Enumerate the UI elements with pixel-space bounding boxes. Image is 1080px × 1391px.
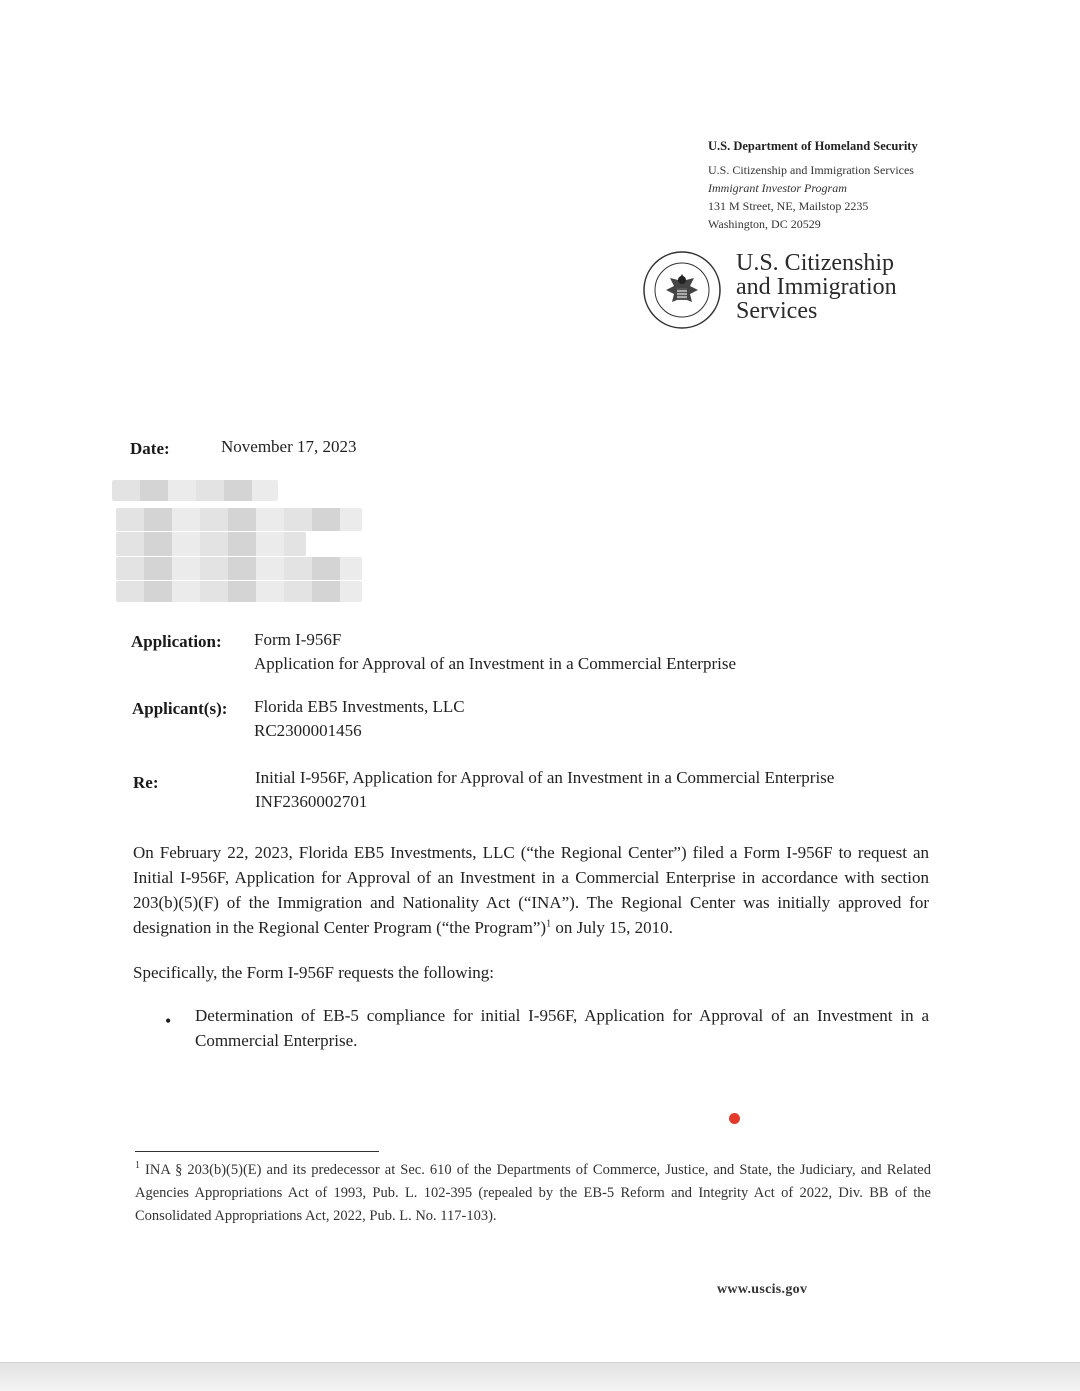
applicant-name: Florida EB5 Investments, LLC (254, 697, 465, 716)
footnote-text: INA § 203(b)(5)(E) and its predecessor at Sec. 610 of the Departments of Commerce, Justice, and State, the Judiciary, and Related Agencies Appropriations Act of 1993, Pub. L. 102-395 (repealed by the EB-5 Reform and Integrity Act of 2022, Div. BB of the Consolidated Appropriations Act, 2022, Pub. L. No. 117-103). (135, 1162, 931, 1224)
body-paragraph-2: Specifically, the Form I-956F requests the following: (133, 963, 495, 982)
redacted-recipient-line-4 (116, 557, 362, 580)
re-label: Re: (133, 773, 159, 792)
footnote-reference: 1 (546, 918, 552, 930)
redacted-recipient-line-5 (116, 581, 362, 602)
street-address: 131 M Street, NE, Mailstop 2235 (708, 199, 869, 213)
re-title: Initial I-956F, Application for Approval of an Investment in a Commercial Enterprise (255, 768, 835, 787)
uscis-wordmark (736, 251, 897, 323)
bullet-icon: • (165, 1011, 172, 1031)
redacted-recipient-line-3 (116, 532, 306, 556)
applicant-number: RC2300001456 (254, 721, 362, 740)
date-label: Date: (130, 439, 170, 458)
application-value (254, 628, 736, 676)
department-name: U.S. Department of Homeland Security (708, 139, 918, 153)
website-footer: www.uscis.gov (717, 1282, 808, 1297)
applicant-value (254, 695, 465, 743)
dhs-seal-icon (642, 250, 722, 330)
paragraph-1-end: on July 15, 2010. (551, 918, 673, 937)
agency-name: U.S. Citizenship and Immigration Services (708, 163, 914, 177)
wordmark-line-2: and Immigration (736, 274, 897, 300)
viewer-bottom-bar (0, 1362, 1080, 1391)
bullet-item-1: Determination of EB-5 compliance for initial I-956F, Application for Approval of an Investment in a Commercial Enterprise. (195, 1006, 929, 1050)
wordmark-line-3: Services (736, 298, 818, 324)
footnote (135, 1159, 931, 1228)
application-title: Application for Approval of an Investment in a Commercial Enterprise (254, 654, 737, 673)
body-paragraph-1 (133, 840, 929, 940)
red-marker-dot (729, 1113, 740, 1124)
date-value: November 17, 2023 (221, 437, 357, 456)
redacted-recipient-line-2 (116, 508, 362, 531)
footnote-divider (135, 1151, 379, 1152)
program-name: Immigrant Investor Program (708, 181, 847, 195)
applicant-label: Applicant(s): (132, 699, 228, 718)
letterhead-address (708, 137, 968, 233)
application-form: Form I-956F (254, 630, 342, 649)
redacted-recipient-line-1 (112, 480, 278, 501)
re-number: INF2360002701 (255, 792, 368, 811)
re-value (255, 766, 834, 814)
footnote-marker: 1 (135, 1160, 140, 1172)
application-label: Application: (131, 632, 222, 651)
paragraph-1-text: On February 22, 2023, Florida EB5 Investments, LLC (“the Regional Center”) filed a Form I-956F to request an Initial I-956F, Application for Approval of an Investment in a Commercial Enterprise in accordance with section 203(b)(5)(F) of the Immigration and Nationality Act (“INA”). The Regional Center was initially approved for designation in the Regional Center Program (“the Program”) (133, 843, 929, 937)
city-address: Washington, DC 20529 (708, 217, 821, 231)
wordmark-line-1: U.S. Citizenship (736, 250, 895, 276)
